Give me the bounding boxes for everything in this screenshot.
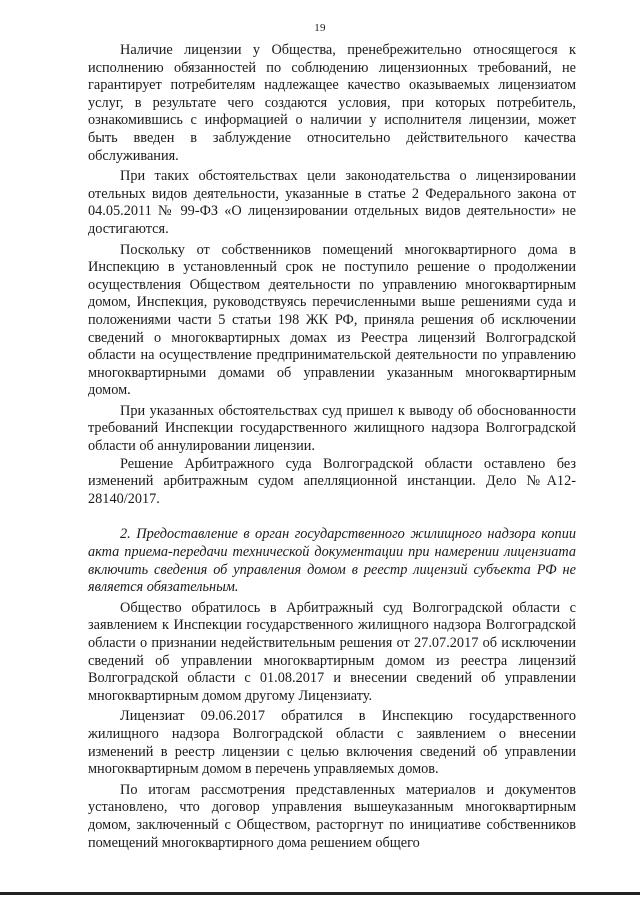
paragraph-company-claim: Общество обратилось в Арбитражный суд Волгоградской области с заявлением к Инспекции государственного жилищного надзора Волгоградской области о признании недействительным решения от 27.07.2017 об исключении сведений об управлении многоквартирным домом из реестра лицензий Волгоградской области с 01.08.2017 и внесении сведений об управлении многоквартирным домом другому Лицензиату. bbox=[88, 599, 576, 704]
paragraph-licensee-application: Лицензиат 09.06.2017 обратился в Инспекцию государственного жилищного надзора Волгоградской области с заявлением о внесении изменений в реестр лицензии с целью включения сведений об управлении многоквартирным домом в перечень управляемых домов. bbox=[88, 708, 576, 778]
paragraph-court-conclusion: При указанных обстоятельствах суд пришел к выводу об обоснованности требований Инспекции государственного жилищного надзора Волгоградской области об аннулировании лицензии. bbox=[88, 402, 576, 455]
document-body bbox=[88, 42, 576, 852]
paragraph-law-goals: При таких обстоятельствах цели законодательства о лицензировании отельных видов деятельности, указанные в статье 2 Федерального закона от 04.05.2011 № 99-ФЗ «О лицензировании отдельных видов деятельности» не достигаются. bbox=[88, 168, 576, 237]
paragraph-license-quality: Наличие лицензии у Общества, пренебрежительно относящегося к исполнению обязанностей по соблюдению лицензионных требований, не гарантирует потребителям надлежащее качество оказываемых лицензиатом услуг, в результате чего создаются условия, при которых потребитель, ознакомившись с информацией о наличии у исполнителя лицензии, может быть введен в заблуждение относительно действительного качества обслуживания. bbox=[88, 42, 576, 164]
section-heading: 2. Предоставление в орган государственного жилищного надзора копии акта приема-передачи технической документации при намерении лицензиата включить сведения об управления домом в реестр лицензий субъекта РФ не является обязательным. bbox=[88, 526, 576, 596]
paragraph-review-results: По итогам рассмотрения представленных материалов и документов установлено, что договор управления вышеуказанным многоквартирным домом, заключенный с Обществом, расторгнут по инициативе собственников помещений многоквартирного дома решением общего bbox=[88, 781, 576, 851]
bottom-scan-edge bbox=[0, 892, 640, 895]
paragraph-appeal-result: Решение Арбитражного суда Волгоградской области оставлено без изменений арбитражным судом апелляционной инстанции. Дело №А12-28140/2017. bbox=[88, 455, 576, 507]
page-number: 19 bbox=[314, 22, 326, 34]
paragraph-inspection-decision: Поскольку от собственников помещений многоквартирного дома в Инспекцию в установленный срок не поступило решение о продолжении осуществления Обществом деятельности по управлению многоквартирным домом, Инспекция, руководствуясь перечисленными выше решениями суда и положениями части 5 статьи 198 ЖК РФ, приняла решения об исключении сведений о многоквартирных домах из Реестра лицензий Волгоградской области на осуществление предпринимательской деятельности по управлению многоквартирными домами об управлении указанным многоквартирным домом. bbox=[88, 241, 576, 399]
